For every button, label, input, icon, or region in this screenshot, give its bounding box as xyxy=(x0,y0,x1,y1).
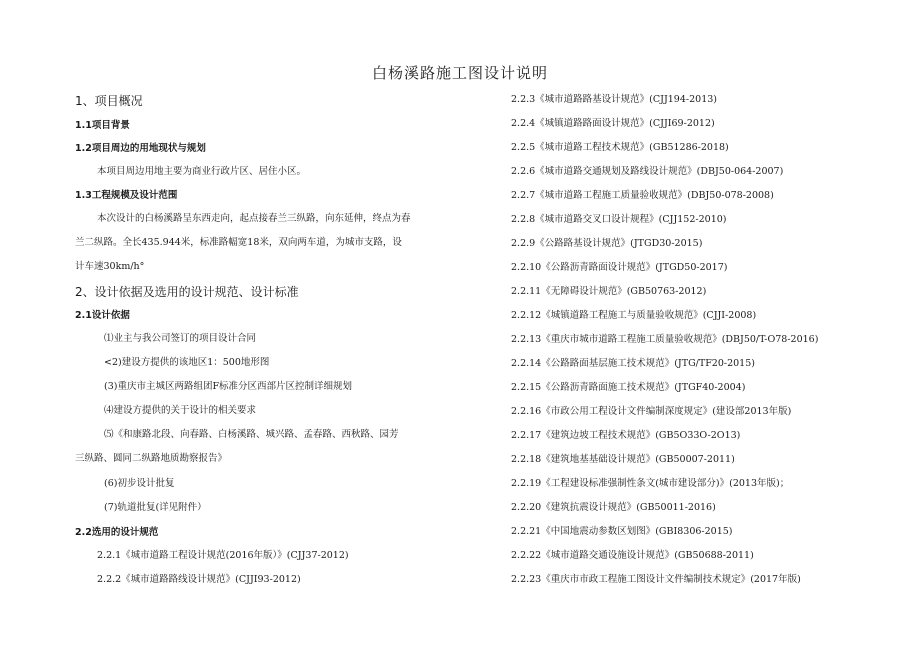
right-r14: 2.2.14《公路路面基层施工技术规范》(JTG/TF20-2015) xyxy=(511,358,755,369)
left-p1: 本项目周边用地主要为商业行政片区、居住小区。 xyxy=(97,166,307,177)
right-r20: 2.2.20《建筑抗震设计规范》(GB50011-2016) xyxy=(511,502,716,513)
right-r22: 2.2.22《城市道路交通设施设计规范》(GB50688-2011) xyxy=(511,550,754,561)
right-r21: 2.2.21《中国地震动参数区划图》(GBI8306-2015) xyxy=(511,526,733,537)
left-r1: 2.2.1《城市道路工程设计规范(2016年版）》(CJJ37-2012) xyxy=(97,550,349,561)
left-p12: (7)轨道批复(详见附件） xyxy=(104,502,207,513)
left-p3: 兰二纵路。全长435.944米，标准路幅宽18米，双向两车道，为城市支路，设 xyxy=(75,237,402,248)
right-r17: 2.2.17《建筑边坡工程技术规范》(GB5O33O-2O13) xyxy=(511,430,741,441)
left-s21: 2.1设计依据 xyxy=(75,310,130,321)
left-s2: 2、设计依据及选用的设计规范、设计标准 xyxy=(75,285,299,299)
left-p4: 计车速30km/h° xyxy=(75,261,145,272)
left-p10: 三纵路、圆同二纵路地质勘察报告》 xyxy=(75,453,228,464)
page-title: 白杨溪路施工图设计说明 xyxy=(371,64,548,82)
left-p6: <2)建设方提供的该地区1：500地形图 xyxy=(104,357,270,368)
right-r10: 2.2.10《公路沥青路面设计规范》(JTGD50-2017) xyxy=(511,262,728,273)
right-r12: 2.2.12《城镇道路工程施工与质量验收规范》(CJJI-2008) xyxy=(511,310,757,321)
right-r4: 2.2.4《城镇道路路面设计规范》(CJJI69-2012) xyxy=(511,118,715,129)
right-r9: 2.2.9《公路路基设计规范》(JTGD30-2015) xyxy=(511,238,703,249)
left-p9: ⑸《和康路北段、向春路、白杨溪路、城兴路、孟春路、西秋路、园芳 xyxy=(104,429,399,440)
right-r16: 2.2.16《市政公用工程设计文件编制深度规定》(建设部2013年版) xyxy=(511,406,792,417)
left-p2: 本次设计的白杨溪路呈东西走向，起点接春兰三纵路，向东延伸，终点为春 xyxy=(97,213,411,224)
right-r5: 2.2.5《城市道路工程技术规范》(GB51286-2018) xyxy=(511,142,729,153)
right-r6: 2.2.6《城市道路交通规划及路线设计规范》(DBJ50-064-2007) xyxy=(511,166,784,177)
left-s22: 2.2选用的设计规范 xyxy=(75,527,159,538)
right-r23: 2.2.23《重庆市市政工程施工图设计文件编制技术规定》(2017年版) xyxy=(511,574,801,585)
left-s11: 1.1项目背景 xyxy=(75,120,130,131)
right-r18: 2.2.18《建筑地基基础设计规范》(GB50007-2011) xyxy=(511,454,735,465)
right-r11: 2.2.11《无障碍设计规范》(GB50763-2012) xyxy=(511,286,707,297)
left-s1: 1、项目概况 xyxy=(75,94,143,108)
left-p11: (6)初步设计批复 xyxy=(104,478,175,489)
right-r8: 2.2.8《城市道路交叉口设计规程》(CJJ152-2010) xyxy=(511,214,727,225)
left-p5: ⑴业主与我公司签订的项目设计合同 xyxy=(104,333,257,344)
left-s13: 1.3工程规模及设计范围 xyxy=(75,190,178,201)
left-p7: (3)重庆市主城区两路组团F标准分区西部片区控制详细规划 xyxy=(104,381,353,392)
left-r2: 2.2.2《城市道路路线设计规范》(CJJI93-2012) xyxy=(97,574,301,585)
right-r7: 2.2.7《城市道路工程施工质量验收规范》(DBJ50-078-2008) xyxy=(511,190,774,201)
left-s12: 1.2项目周边的用地现状与规划 xyxy=(75,143,206,154)
right-r19: 2.2.19《工程建设标准强制性条文(城市建设部分)》(2013年版)； xyxy=(511,478,790,489)
left-p8: ⑷建设方提供的关于设计的相关要求 xyxy=(104,405,257,416)
right-r3: 2.2.3《城市道路路基设计规范》(CJJ194-2013) xyxy=(511,94,717,105)
right-r15: 2.2.15《公路沥青路面施工技术规范》(JTGF40-2004) xyxy=(511,382,746,393)
right-r13: 2.2.13《重庆市城市道路工程施工质量验收规范》(DBJ50/T-O78-2016) xyxy=(511,334,819,345)
